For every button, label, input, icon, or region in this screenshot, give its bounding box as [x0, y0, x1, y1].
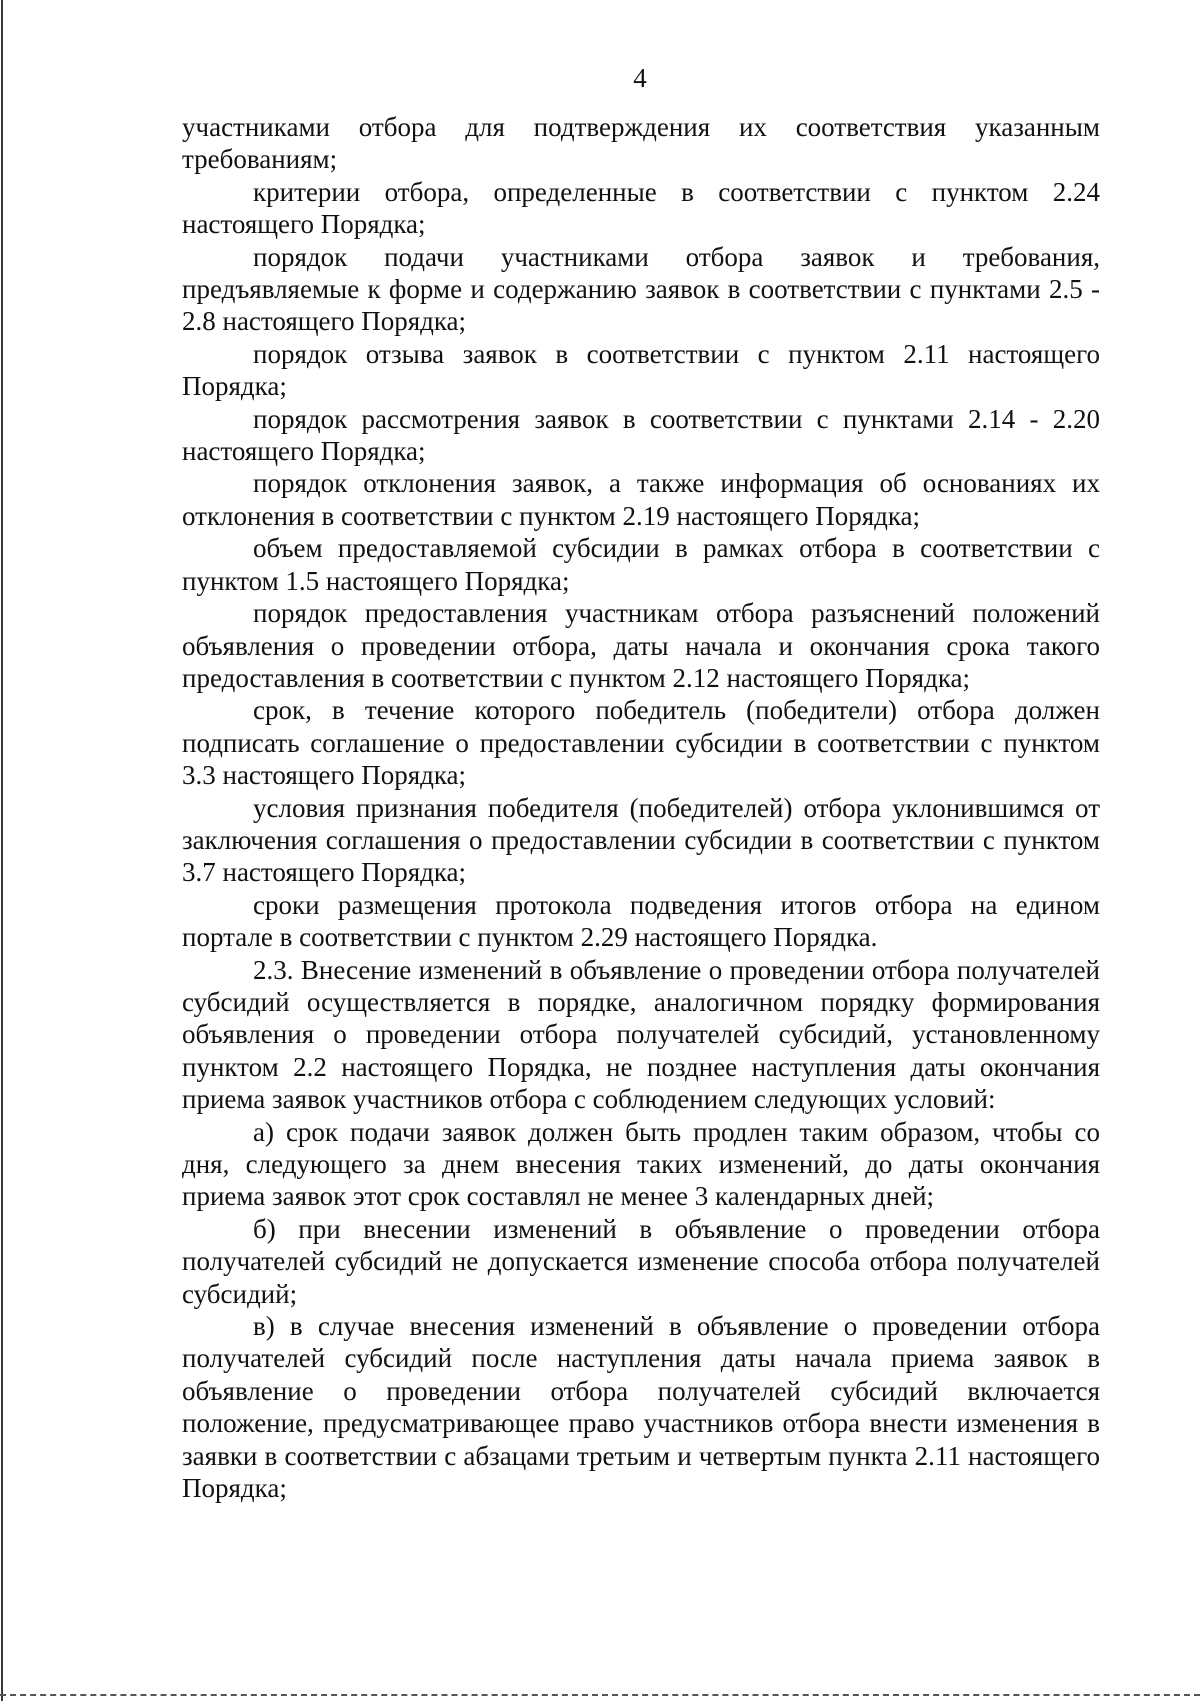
paragraph-13: а) срок подачи заявок должен быть продлен таким образом, чтобы со дня, следующего за днем внесения таких изменений, до даты окончания приема заявок этот срок составлял не менее 3 календарных дней; [182, 1116, 1100, 1212]
document-body [182, 111, 1100, 1504]
paragraph-9: срок, в течение которого победитель (победители) отбора должен подписать соглашение о предоставлении субсидии в соответствии с пунктом 3.3 настоящего Порядка; [182, 695, 1100, 791]
paragraph-14: б) при внесении изменений в объявление о проведении отбора получателей субсидий не допускается изменение способа отбора получателей субсидий; [182, 1213, 1100, 1309]
paragraph-1: участниками отбора для подтверждения их соответствия указанным требованиям; [182, 112, 1100, 175]
paragraph-3: порядок подачи участниками отбора заявок и требования, предъявляемые к форме и содержанию заявок в соответствии с пунктами 2.5 - 2.8 настоящего Порядка; [182, 241, 1100, 337]
paragraph-12: 2.3. Внесение изменений в объявление о проведении отбора получателей субсидий осуществляется в порядке, аналогичном порядку формирования объявления о проведении отбора получателей субсидий, установленному пунктом 2.2 настоящего Порядка, не позднее наступления даты окончания приема заявок участников отбора с соблюдением следующих условий: [182, 954, 1100, 1115]
paragraph-15: в) в случае внесения изменений в объявление о проведении отбора получателей субсидий после наступления даты начала приема заявок в объявление о проведении отбора получателей субсидий включается положение, предусматривающее право участников отбора внести изменения в заявки в соответствии с абзацами третьим и четвертым пункта 2.11 настоящего Порядка; [182, 1311, 1100, 1504]
page-number: 4 [633, 63, 647, 93]
paragraph-6: порядок отклонения заявок, а также информация об основаниях их отклонения в соответствии с пунктом 2.19 настоящего Порядка; [182, 468, 1100, 531]
paragraph-8: порядок предоставления участникам отбора разъяснений положений объявления о проведении отбора, даты начала и окончания срока такого предоставления в соответствии с пунктом 2.12 настоящего Порядка; [182, 598, 1100, 693]
scan-left-edge [1, 0, 3, 1701]
paragraph-11: сроки размещения протокола подведения итогов отбора на едином портале в соответствии с пунктом 2.29 настоящего Порядка. [182, 889, 1100, 953]
scan-bottom-edge [0, 1694, 1200, 1696]
paragraph-2: критерии отбора, определенные в соответствии с пунктом 2.24 настоящего Порядка; [182, 176, 1100, 240]
paragraph-10: условия признания победителя (победителей) отбора уклонившимся от заключения соглашения о предоставлении субсидии в соответствии с пунктом 3.7 настоящего Порядка; [182, 792, 1100, 888]
paragraph-7: объем предоставляемой субсидии в рамках отбора в соответствии с пунктом 1.5 настоящего Порядка; [182, 533, 1100, 596]
paragraph-4: порядок отзыва заявок в соответствии с пунктом 2.11 настоящего Порядка; [182, 338, 1100, 402]
paragraph-5: порядок рассмотрения заявок в соответствии с пунктами 2.14 - 2.20 настоящего Порядка; [182, 403, 1100, 467]
